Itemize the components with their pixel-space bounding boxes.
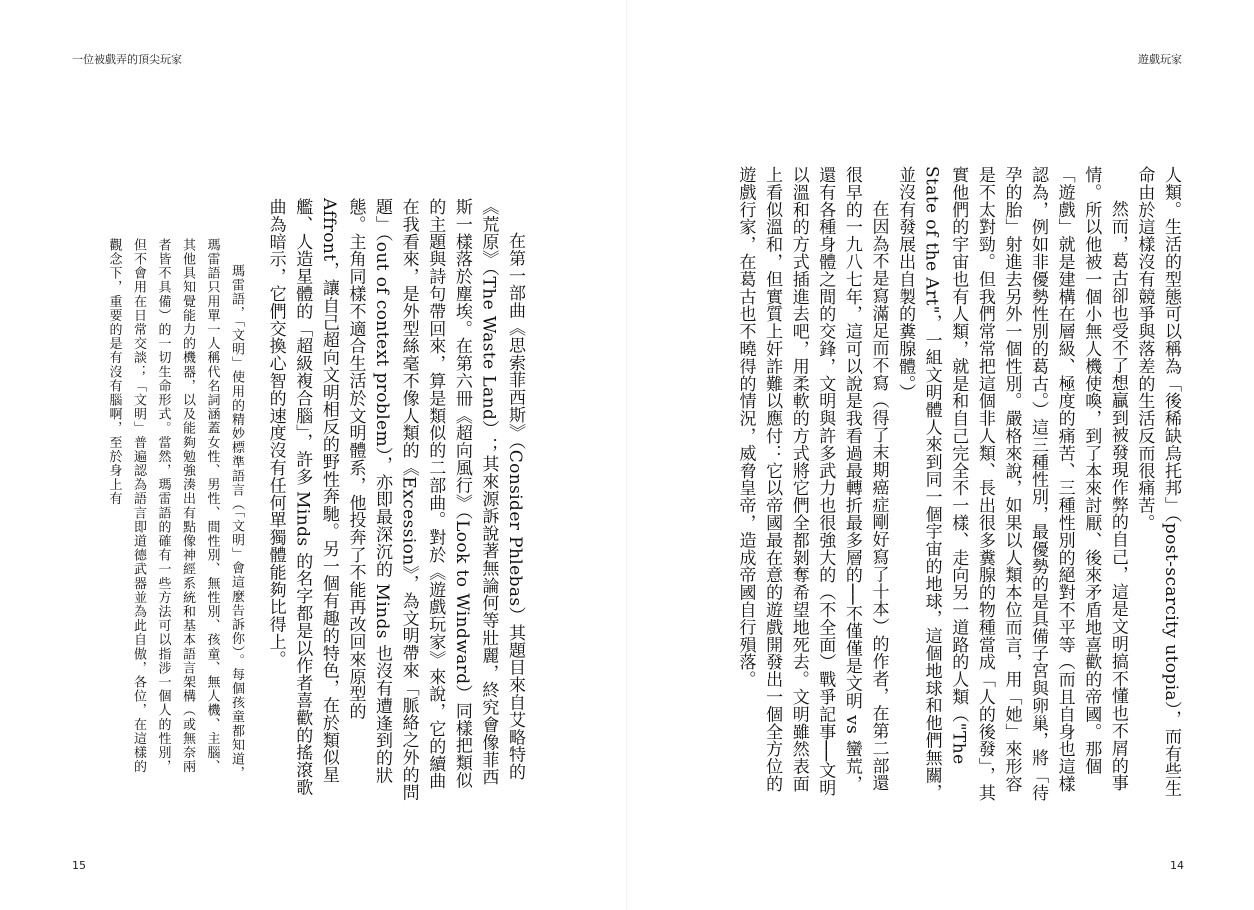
right-paragraph-2: 然而，葛古卻也受不了想贏到被發現作弊的自己，這是文明搞不懂也不屑的事情。所以他被一個小無人機使喚，到了本來討厭、後來矛盾地喜歡的帝國。那個「遊戲」就是建構在層級、極度的痛苦、三種性別的絕對不平等（而且自身也這樣認為，例如非優勢性別的葛古。）這三種性別，最優勢的是具備子宮與卵巢，將「待孕的胎」射進去另外一個性別。嚴格來說，如果以人類本位而言，用「她」來形容是不太對勁。但我們常常把這個非人類、長出很多糞腺的物種當成「人的後發」，其實他們的宇宙也有人類，就是和自己完全不一樣、走向另一道路的人類（"The State of the Art"，一組文明體人來到同一個宇宙的地球，這個地球和他們無關，並沒有發展出自製的糞腺體。） [895,166,1128,802]
left-paragraph: 在第一部曲《思索菲西斯》（Consider Phlebas）其題目來自艾略特的《荒原》（The Waste Land）；其來源訴說著無論何等壯麗，終究會像菲西斯一樣落於塵埃。在第六冊《超向風行》（Look to Windward）同樣把類似的主題與詩句帶回來，算是類似的二部曲。對於《遊戲玩家》來說，它的續曲在我看來，是外型絲毫不像人類的《Excession》，為文明帶來「脈絡之外的問題」（out of context problem），亦即最深沉的 Minds 也沒有遭逢到的狀態。主角同樣不適合生活於文明體系，他投奔了不能再改回來原型的 Affront，讓自己超向文明相反的野性奔馳。另一個有趣的特色，在於類似星艦、人造星體的「超級複合腦」，許多 Minds 的名字都是以作者喜歡的搖滾歌曲為暗示，它們交換心智的速度沒有任何單獨體能夠比得上。 [265,198,525,801]
gutter-divider [626,0,627,910]
left-page-number: 15 [72,859,86,872]
left-footnote [80,238,248,786]
left-body-text [265,198,528,802]
right-paragraph-1: 人類。生活的型態可以稱為「後稀缺烏托邦」（post-scarcity utopia），而有些生命由於這樣沒有競爭與落差的生活反而很痛苦。 [1134,166,1181,797]
right-paragraph-3: 在因為不是寫滿足而不寫（得了末期癌症剛好寫了十本）的作者，在第二部還很早的一九八七年，這可以說是我看過最轉折最多層的──不僅僅是文明 vs 蠻荒，還有各種身體之間的交鋒，文明與許多武力也很強大的（不全面）戰爭記事──文明以溫和的方式插進去吧，用柔軟的方式將它們全都剝奪希望地死去。文明雖然表面上看似溫和，但實質上奸詐難以應付：它以帝國最在意的遊戲開發出一個全方位的遊戲行家，在葛古也不曉得的情況，威脅皇帝，造成帝國自行殞落。 [735,166,889,797]
left-running-header: 一位被戲弄的頂尖玩家 [72,53,182,66]
right-page-number: 14 [1170,859,1184,872]
right-running-header: 遊戲玩家 [1138,53,1182,66]
footnote-paragraph: 瑪雷語，「文明」使用的精妙標準語言（「文明」會這麼告訴你）。每個孩童都知道，瑪雷語只用單一人稱代名詞涵蓋女性、男性、間性別、無性別、孩童、無人機、主腦、其他具知覺能力的機器，以及能夠勉強湊出有點像神經系統和基本語言架構（或無奈兩者皆不具備）的一切生命形式。當然，瑪雷語的確有一些方法可以指涉一個人的性別，但不會用在日常交談；「文明」普遍認為語言即道德武器並為此自傲，各位，在這樣的觀念下，重要的是有沒有腦啊，至於身上有 [106,238,244,781]
right-body-text [732,166,1184,802]
